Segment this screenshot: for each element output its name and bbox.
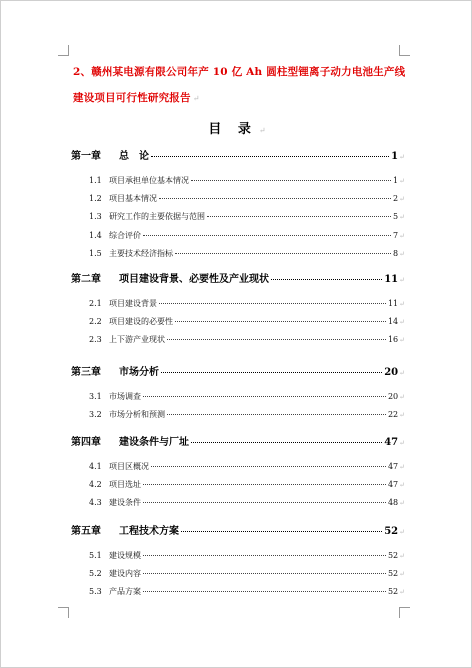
document-title-line-1: [73, 64, 413, 79]
dot-leader: [167, 414, 386, 415]
section-number: 2.1: [89, 299, 102, 308]
section-title: 建设内容: [109, 569, 141, 579]
toc-section-row[interactable]: [89, 568, 405, 579]
section-title: 研究工作的主要依据与范围: [109, 212, 205, 222]
section-title: 项目建设背景: [109, 299, 157, 308]
section-number: 3.1: [89, 392, 102, 401]
paragraph-mark-icon: ↵: [399, 528, 405, 536]
page-number: 22: [387, 410, 399, 420]
page-number: 52: [387, 551, 399, 560]
title-text: 2、赣州某电源有限公司年产 10 亿 Ah 圆柱型锂离子动力电池生产线: [73, 66, 406, 78]
dot-leader: [143, 235, 391, 236]
toc-heading-text: 目 录: [208, 122, 257, 137]
dot-leader: [191, 180, 391, 181]
section-number: 5.3: [89, 587, 102, 597]
chapter-number: 第三章: [71, 367, 101, 378]
chapter-title: 工程技术方案: [119, 526, 179, 537]
toc-section-row[interactable]: [89, 316, 405, 327]
paragraph-mark-icon: ↵: [399, 552, 405, 560]
page-number: 11: [387, 299, 399, 308]
paragraph-mark-icon: ↵: [399, 300, 405, 308]
page-number: 20: [384, 367, 399, 378]
chapter-title: 市场分析: [119, 367, 159, 378]
section-title: 项目建设的必要性: [109, 317, 173, 327]
paragraph-mark-icon: ↵: [399, 336, 405, 345]
document-title-line-2: [73, 90, 413, 105]
crop-mark-bottom-left: [58, 607, 69, 618]
toc-chapter-row[interactable]: [71, 363, 405, 378]
toc-section-row[interactable]: [89, 409, 405, 420]
section-title: 建设条件: [109, 498, 141, 508]
section-title: 市场调查: [109, 392, 141, 401]
chapter-title: 项目建设背景、必要性及产业现状: [119, 274, 269, 285]
paragraph-mark-icon: ↵: [399, 276, 405, 284]
toc-section-row[interactable]: [89, 461, 405, 472]
chapter-title: 建设条件与厂址: [119, 437, 189, 448]
section-title: 产品方案: [109, 587, 141, 597]
page-number: 52: [387, 569, 399, 579]
paragraph-mark-icon: ↵: [399, 318, 405, 327]
page-number: 2: [393, 194, 399, 204]
paragraph-mark-icon: ↵: [192, 94, 200, 103]
page-number: 47: [384, 437, 399, 448]
dot-leader: [207, 216, 391, 217]
dot-leader: [143, 591, 386, 592]
crop-mark-top-left: [58, 45, 69, 56]
toc-section-row[interactable]: [89, 248, 405, 259]
paragraph-mark-icon: ↵: [399, 439, 405, 447]
toc-section-row[interactable]: [89, 193, 405, 204]
page-number: 8: [393, 248, 399, 258]
paragraph-mark-icon: ↵: [399, 481, 405, 490]
page-number: 14: [387, 317, 399, 327]
paragraph-mark-icon: ↵: [399, 411, 405, 420]
page-number: 20: [387, 392, 399, 401]
toc-section-row[interactable]: [89, 550, 405, 561]
dot-leader: [175, 253, 391, 254]
section-number: 1.1: [89, 176, 102, 185]
toc-section-row[interactable]: [89, 298, 405, 309]
paragraph-mark-icon: ↵: [258, 126, 266, 135]
toc-section-row[interactable]: [89, 334, 405, 345]
page-number: 1: [393, 176, 399, 185]
chapter-title: 总 论: [119, 151, 149, 162]
dot-leader: [159, 198, 391, 199]
paragraph-mark-icon: ↵: [399, 393, 405, 401]
toc-section-row[interactable]: [89, 479, 405, 490]
paragraph-mark-icon: ↵: [399, 231, 405, 240]
toc-chapter-row[interactable]: [71, 270, 405, 285]
section-title: 项目区概况: [109, 462, 149, 471]
paragraph-mark-icon: ↵: [399, 213, 405, 222]
toc-heading: [1, 118, 472, 137]
section-number: 2.3: [89, 335, 102, 345]
section-title: 上下游产业现状: [109, 335, 165, 345]
section-number: 1.4: [89, 230, 102, 240]
toc-section-row[interactable]: [89, 230, 405, 241]
page-number: 52: [384, 526, 399, 537]
dot-leader: [143, 396, 386, 397]
toc-section-row[interactable]: [89, 175, 405, 186]
section-number: 1.3: [89, 212, 102, 222]
chapter-number: 第一章: [71, 151, 101, 162]
paragraph-mark-icon: ↵: [399, 588, 405, 597]
dot-leader: [167, 339, 386, 340]
dot-leader: [143, 573, 386, 574]
chapter-number: 第五章: [71, 526, 101, 537]
section-number: 2.2: [89, 317, 102, 327]
page-number: 1: [391, 151, 399, 162]
dot-leader: [143, 484, 386, 485]
dot-leader: [151, 156, 389, 157]
section-number: 1.2: [89, 194, 102, 204]
section-title: 项目选址: [109, 480, 141, 490]
title-text: 建设项目可行性研究报告: [73, 92, 191, 104]
section-title: 项目基本情况: [109, 194, 157, 204]
page-number: 48: [387, 498, 399, 508]
paragraph-mark-icon: ↵: [399, 153, 405, 161]
page-number: 11: [384, 274, 399, 285]
section-title: 项目承担单位基本情况: [109, 176, 189, 185]
crop-mark-top-right: [399, 45, 410, 56]
crop-mark-bottom-right: [399, 607, 410, 618]
paragraph-mark-icon: ↵: [399, 570, 405, 579]
page-number: 47: [387, 480, 399, 490]
paragraph-mark-icon: ↵: [399, 369, 405, 377]
toc-chapter-row[interactable]: [71, 522, 405, 537]
paragraph-mark-icon: ↵: [399, 499, 405, 508]
dot-leader: [181, 531, 382, 532]
section-number: 3.2: [89, 410, 102, 420]
toc-chapter-row[interactable]: [71, 433, 405, 448]
chapter-number: 第二章: [71, 274, 101, 285]
section-number: 1.5: [89, 248, 102, 258]
toc-section-row[interactable]: [89, 391, 405, 402]
paragraph-mark-icon: ↵: [399, 249, 405, 258]
section-title: 市场分析和预测: [109, 410, 165, 420]
paragraph-mark-icon: ↵: [399, 177, 405, 185]
dot-leader: [175, 321, 386, 322]
chapter-number: 第四章: [71, 437, 101, 448]
section-title: 主要技术经济指标: [109, 248, 173, 258]
dot-leader: [143, 502, 386, 503]
page-number: 52: [387, 587, 399, 597]
toc-chapter-row[interactable]: [71, 147, 405, 162]
paragraph-mark-icon: ↵: [399, 195, 405, 204]
dot-leader: [161, 372, 382, 373]
dot-leader: [151, 466, 386, 467]
paragraph-mark-icon: ↵: [399, 463, 405, 471]
section-number: 4.1: [89, 462, 102, 471]
page-number: 7: [393, 230, 399, 240]
dot-leader: [271, 279, 382, 280]
section-number: 4.2: [89, 480, 102, 490]
dot-leader: [191, 442, 382, 443]
section-number: 5.2: [89, 569, 102, 579]
page-number: 5: [393, 212, 399, 222]
section-number: 4.3: [89, 498, 102, 508]
page-number: 16: [387, 335, 399, 345]
section-number: 5.1: [89, 551, 102, 560]
toc-section-row[interactable]: [89, 211, 405, 222]
section-title: 建设规模: [109, 551, 141, 560]
toc-section-row[interactable]: [89, 497, 405, 508]
toc-section-row[interactable]: [89, 586, 405, 597]
page-number: 47: [387, 462, 399, 471]
dot-leader: [143, 555, 386, 556]
section-title: 综合评价: [109, 230, 141, 240]
dot-leader: [159, 303, 386, 304]
